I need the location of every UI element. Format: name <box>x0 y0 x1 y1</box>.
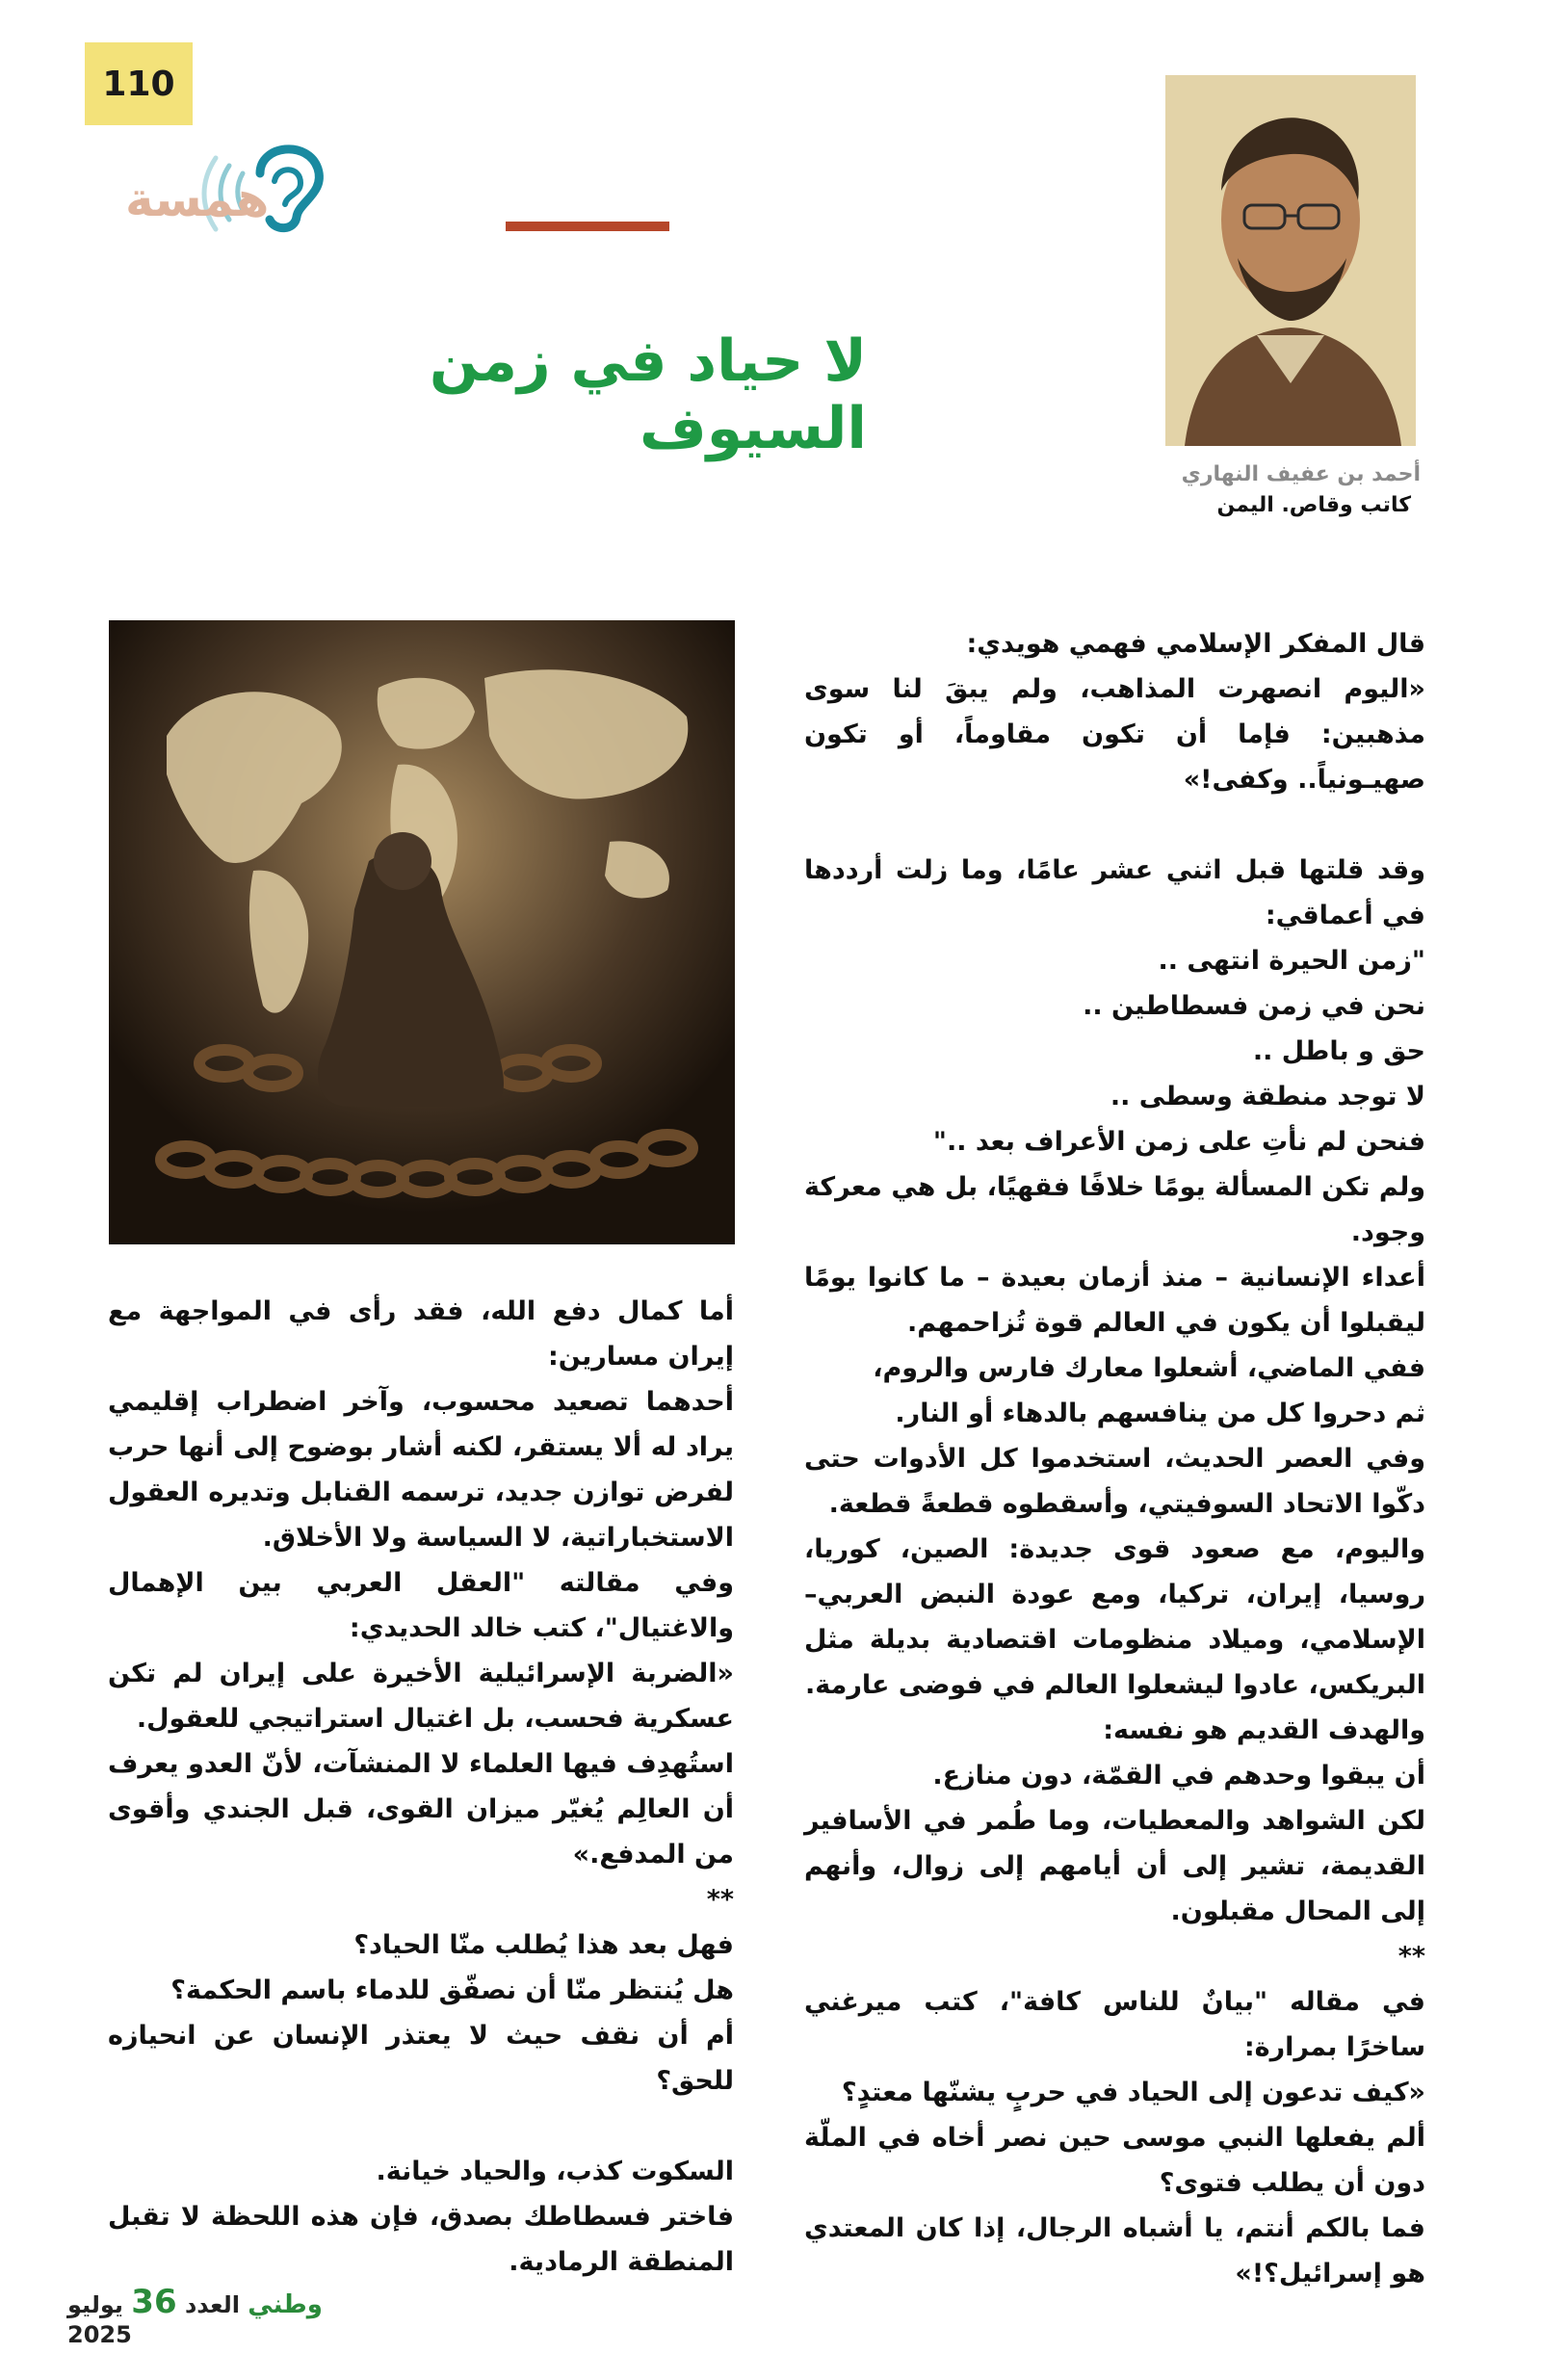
section-rule <box>506 222 669 231</box>
world-map-chained-man-image <box>109 620 735 1244</box>
article-body-left-text: أما كمال دفع الله، فقد رأى في المواجهة مع إيران مسارين: أحدهما تصعيد محسوب، وآخر اضطراب إقليمي يراد له ألا يستقر، لكنه أشار بوضوح إلى أنها حرب لفرض توازن جديد، ترسمه القنابل وتديره العقول الاستخباراتية، لا السياسة ولا الأخلاق. وفي مقالته "العقل العربي بين الإهمال والاغتيال"، كتب خالد الحديدي: «الضربة الإسرائيلية الأخيرة على إيران لم تكن عسكرية فحسب، بل اغتيال استراتيجي للعقول. استُهدِف فيها العلماء لا المنشآت، لأنّ العدو يعرف أن العالِم يُغيّر ميزان القوى، قبل الجندي وأقوى من المدفع.» ** فهل بعد هذا يُطلب منّا الحياد؟ هل يُنتظر منّا أن نصفّق للدماء باسم الحكمة؟ أم أن نقف حيث لا يعتذر الإنسان عن انحيازه للحق؟ السكوت كذب، والحياد خيانة. فاختر فسطاطك بصدق، فإن هذه اللحظة لا تقبل المنطقة الرمادية. <box>108 1296 734 2277</box>
issue-month: يوليو <box>67 2291 123 2318</box>
issue-number: 36 <box>131 2283 177 2321</box>
article-illustration <box>109 620 735 1244</box>
author-role: كاتب وقاص. اليمن <box>1216 493 1411 517</box>
article-title: لا حياد في زمن السيوف <box>429 327 867 462</box>
section-name: همسة <box>125 171 270 227</box>
issue-label: العدد <box>184 2291 240 2318</box>
author-portrait-image <box>1165 75 1416 446</box>
magazine-brand: وطني <box>248 2290 323 2319</box>
page-number: 110 <box>102 64 175 104</box>
page-number-badge <box>85 42 193 125</box>
issue-year: 2025 <box>67 2321 132 2348</box>
author-portrait <box>1165 75 1416 446</box>
article-body-right-text: قال المفكر الإسلامي فهمي هويدي: «اليوم انصهرت المذاهب، ولم يبقَ لنا سوى مذهبين: فإما أن تكون مقاوماً، أو تكون صهيـونياً.. وكفى!» وقد قلتها قبل اثني عشر عامًا، وما زلت أرددها في أعماقي: "زمن الحيرة انتهى .. نحن في زمن فسطاطين .. حق و باطل .. لا توجد منطقة وسطى .. فنحن لم نأتِ على زمن الأعراف بعد .." ولم تكن المسألة يومًا خلافًا فقهيًا، بل هي معركة وجود. أعداء الإنسانية – منذ أزمان بعيدة – ما كانوا يومًا ليقبلوا أن يكون في العالم قوة تُزاحمهم. ففي الماضي، أشعلوا معارك فارس والروم، ثم دحروا كل من ينافسهم بالدهاء أو النار. وفي العصر الحديث، استخدموا كل الأدوات حتى دكّوا الاتحاد السوفيتي، وأسقطوه قطعةً قطعة. واليوم، مع صعود قوى جديدة: الصين، كوريا، روسيا، إيران، تركيا، ومع عودة النبض العربي–الإسلامي، وميلاد منظومات اقتصادية بديلة مثل البريكس، عادوا ليشعلوا العالم في فوضى عارمة. والهدف القديم هو نفسه: أن يبقوا وحدهم في القمّة، دون منازع. لكن الشواهد والمعطيات، وما طُمر في الأسافير القديمة، تشير إلى أن أيامهم إلى زوال، وأنهم إلى المحال مقبلون. ** في مقاله "بيانٌ للناس كافة"، كتب ميرغني ساخرًا بمرارة: «كيف تدعون إلى الحياد في حربٍ يشنّها معتدٍ؟ ألم يفعلها النبي موسى حين نصر أخاه في الملّة دون أن يطلب فتوى؟ فما بالكم أنتم، يا أشباه الرجال، إذا كان المعتدي هو إسرائيل؟!» <box>804 629 1425 2288</box>
magazine-footer <box>67 2283 395 2348</box>
article-body-right-column <box>804 621 1425 2296</box>
article-body-left-column <box>108 1289 734 2285</box>
author-name: أحمد بن عفيف النهاري <box>1181 462 1421 486</box>
